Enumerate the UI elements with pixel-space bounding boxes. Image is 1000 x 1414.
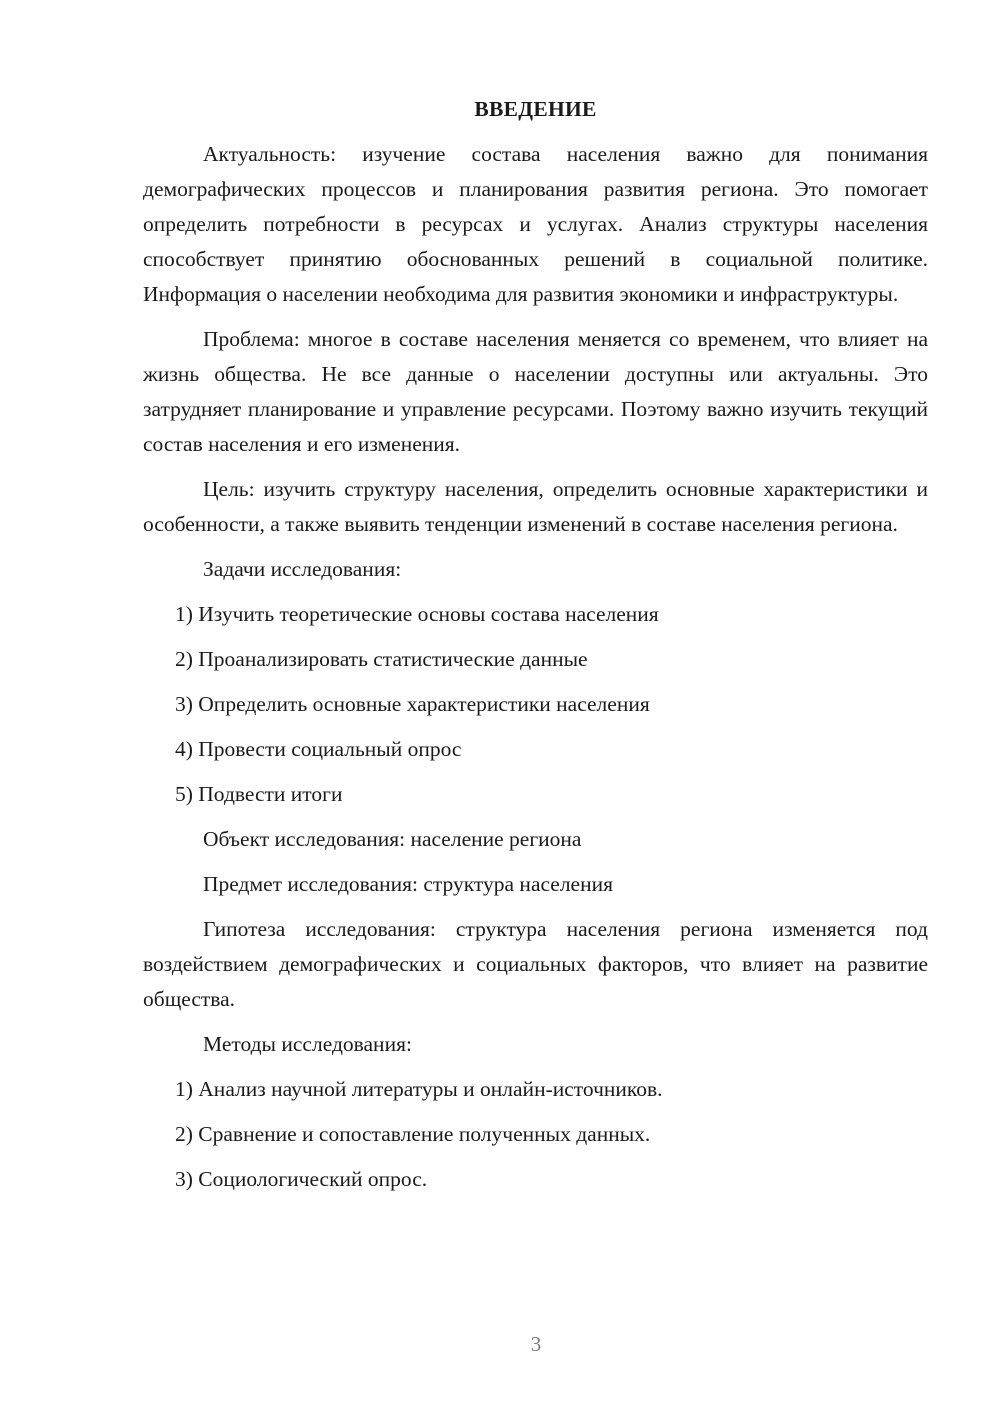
- relevance-paragraph: Актуальность: изучение состава населения важно для понимания демографических процессов и планирования развития региона. Это помогает определить потребности в ресурсах и услугах. Анализ структуры населения способствует принятию обоснованных решений в социальной политике. Информация о населении необходима для развития экономики и инфраструктуры.: [143, 142, 928, 306]
- tasks-heading: Задачи исследования:: [203, 557, 402, 581]
- method-item: 2) Сравнение и сопоставление полученных данных.: [175, 1122, 651, 1146]
- task-item: 3) Определить основные характеристики населения: [175, 692, 650, 716]
- methods-heading: Методы исследования:: [203, 1032, 412, 1056]
- problem-paragraph: Проблема: многое в составе населения меняется со временем, что влияет на жизнь общества. Не все данные о населении доступны или актуальны. Это затрудняет планирование и управление ресурсами. Поэтому важно изучить текущий состав населения и его изменения.: [143, 327, 928, 456]
- task-item: 1) Изучить теоретические основы состава населения: [175, 602, 659, 626]
- method-item: 3) Социологический опрос.: [175, 1167, 428, 1191]
- task-item: 4) Провести социальный опрос: [175, 737, 462, 761]
- goal-paragraph: Цель: изучить структуру населения, определить основные характеристики и особенности, а также выявить тенденции изменений в составе населения региона.: [143, 477, 928, 536]
- page-number: 3: [530, 1332, 542, 1356]
- page-title: ВВЕДЕНИЕ: [474, 97, 597, 121]
- hypothesis-paragraph: Гипотеза исследования: структура населения региона изменяется под воздействием демографических и социальных факторов, что влияет на развитие общества.: [143, 917, 928, 1011]
- document-page: [143, 92, 928, 1207]
- research-object: Объект исследования: население региона: [203, 827, 582, 851]
- task-item: 5) Подвести итоги: [175, 782, 343, 806]
- method-item: 1) Анализ научной литературы и онлайн-источников.: [175, 1077, 663, 1101]
- research-subject: Предмет исследования: структура населения: [203, 872, 614, 896]
- task-item: 2) Проанализировать статистические данные: [175, 647, 588, 671]
